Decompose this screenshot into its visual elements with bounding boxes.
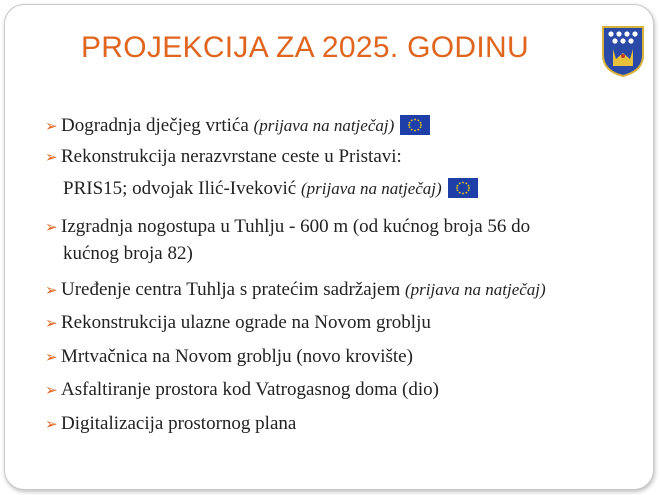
arrow-bullet-icon: ➢ bbox=[45, 415, 58, 433]
item-text: PRIS15; odvojak Ilić-Ivеković bbox=[63, 178, 297, 199]
item-text: Dogradnja dječjeg vrtića bbox=[61, 115, 249, 136]
list-item bbox=[45, 312, 431, 334]
list-item bbox=[45, 146, 402, 168]
item-note: (prijava na natječaj) bbox=[253, 116, 395, 135]
item-note: (prijava na natječaj) bbox=[301, 179, 442, 198]
eu-flag-icon bbox=[448, 178, 478, 198]
item-text: Digitalizacija prostornog plana bbox=[61, 413, 297, 434]
slide-title: PROJEKCIJA ZA 2025. GODINU bbox=[81, 31, 529, 64]
item-text: Mrtvačnica na Novom groblju (novo krovište) bbox=[61, 346, 413, 367]
coat-of-arms-icon bbox=[601, 25, 645, 77]
item-note: (prijava na natječaj) bbox=[405, 280, 546, 299]
list-item bbox=[45, 178, 478, 200]
arrow-bullet-icon: ➢ bbox=[45, 348, 58, 366]
item-text: Izgradnja nogostupa u Tuhlju - 600 m (od kućnog broja 56 do bbox=[61, 216, 531, 237]
list-item bbox=[45, 379, 439, 401]
list-item-continuation bbox=[45, 243, 193, 265]
arrow-bullet-icon: ➢ bbox=[45, 218, 58, 236]
item-text: Rekonstrukcija ulazne ograde na Novom groblju bbox=[61, 312, 431, 333]
arrow-bullet-icon: ➢ bbox=[45, 148, 58, 166]
arrow-bullet-icon: ➢ bbox=[45, 381, 58, 399]
list-item bbox=[45, 413, 296, 435]
slide bbox=[4, 4, 654, 490]
list-item bbox=[45, 279, 546, 301]
eu-flag-icon bbox=[400, 115, 430, 135]
arrow-bullet-icon: ➢ bbox=[45, 117, 58, 135]
item-text: Uređenje centra Tuhlja s pratećim sadržajem bbox=[61, 279, 401, 300]
list-item bbox=[45, 346, 413, 368]
arrow-bullet-icon: ➢ bbox=[45, 281, 58, 299]
list-item bbox=[45, 216, 530, 238]
arrow-bullet-icon: ➢ bbox=[45, 314, 58, 332]
item-text: kućnog broja 82) bbox=[63, 243, 193, 264]
list-item bbox=[45, 115, 430, 137]
item-text: Asfaltiranje prostora kod Vatrogasnog doma (dio) bbox=[61, 379, 439, 400]
item-text: Rekonstrukcija nerazvrstane ceste u Pristavi: bbox=[61, 146, 402, 167]
